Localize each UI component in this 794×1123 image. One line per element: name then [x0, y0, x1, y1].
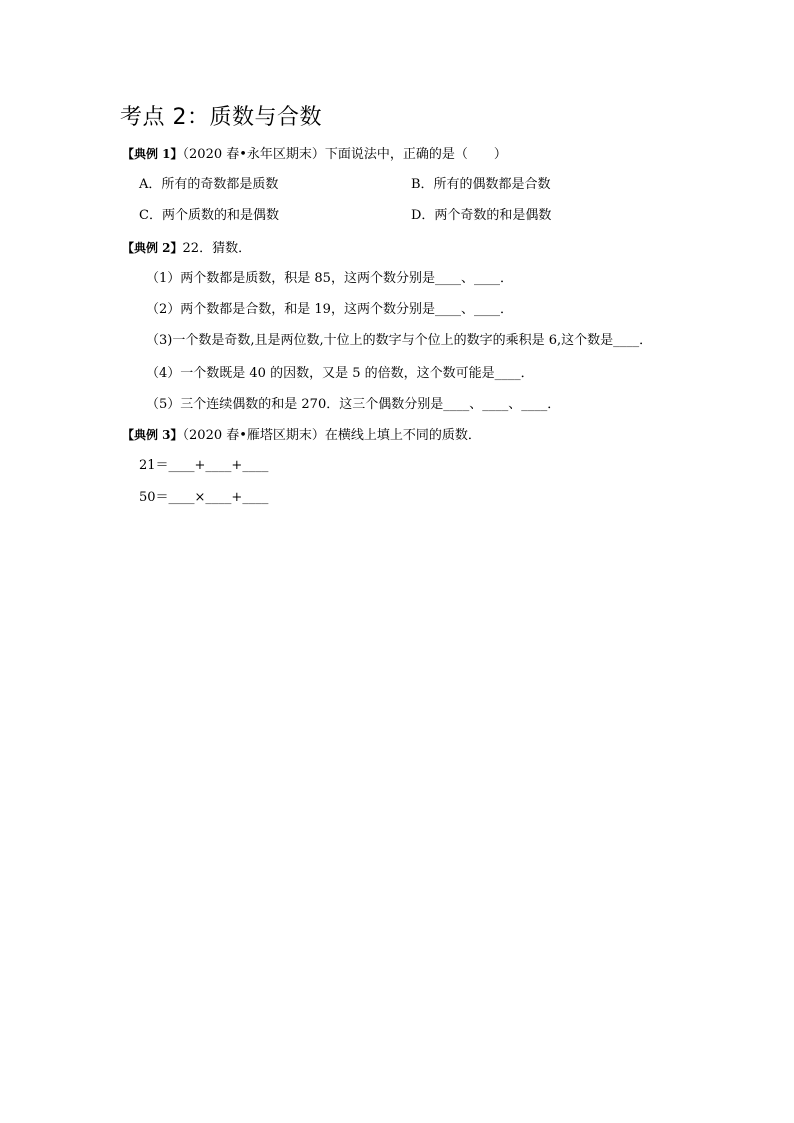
- example-2-item-3: （3)一个数是奇数,且是两位数,十位上的数字与个位上的数字的乘积是 6,这个数是____．: [146, 333, 653, 348]
- example-2-question: [122, 240, 251, 257]
- example-3-question: [122, 427, 481, 444]
- example-1-question: [122, 146, 507, 163]
- example-2-item-4: （4）一个数既是 40 的因数，又是 5 的倍数，这个数可能是____．: [146, 366, 534, 381]
- option-b: B．所有的偶数都是合数: [411, 177, 551, 192]
- section-title: 考点 2：质数与合数: [120, 105, 322, 130]
- example-3-text: （2020 春•雁塔区期末）在横线上填上不同的质数．: [182, 428, 481, 443]
- example-2-tag: 【典例 2】: [122, 241, 183, 255]
- option-a: A．所有的奇数都是质数: [139, 177, 279, 192]
- example-1-tag: 【典例 1】: [122, 147, 183, 161]
- example-1-text: （2020 春•永年区期末）下面说法中，正确的是（ ）: [182, 147, 507, 162]
- example-3-tag: 【典例 3】: [122, 428, 183, 442]
- example-2-item-2: （2）两个数都是合数，和是 19，这两个数分别是____、____．: [146, 302, 513, 317]
- equation-2: 50＝____×____+____: [139, 490, 269, 505]
- equation-1: 21＝____+____+____: [139, 458, 269, 473]
- example-2-item-5: （5）三个连续偶数的和是 270．这三个偶数分别是____、____、____．: [146, 397, 561, 412]
- option-c: C．两个质数的和是偶数: [139, 208, 279, 223]
- example-2-text: 22．猜数．: [182, 241, 252, 256]
- example-2-item-1: （1）两个数都是质数，积是 85，这两个数分别是____、____．: [146, 271, 513, 286]
- option-d: D．两个奇数的和是偶数: [411, 208, 552, 223]
